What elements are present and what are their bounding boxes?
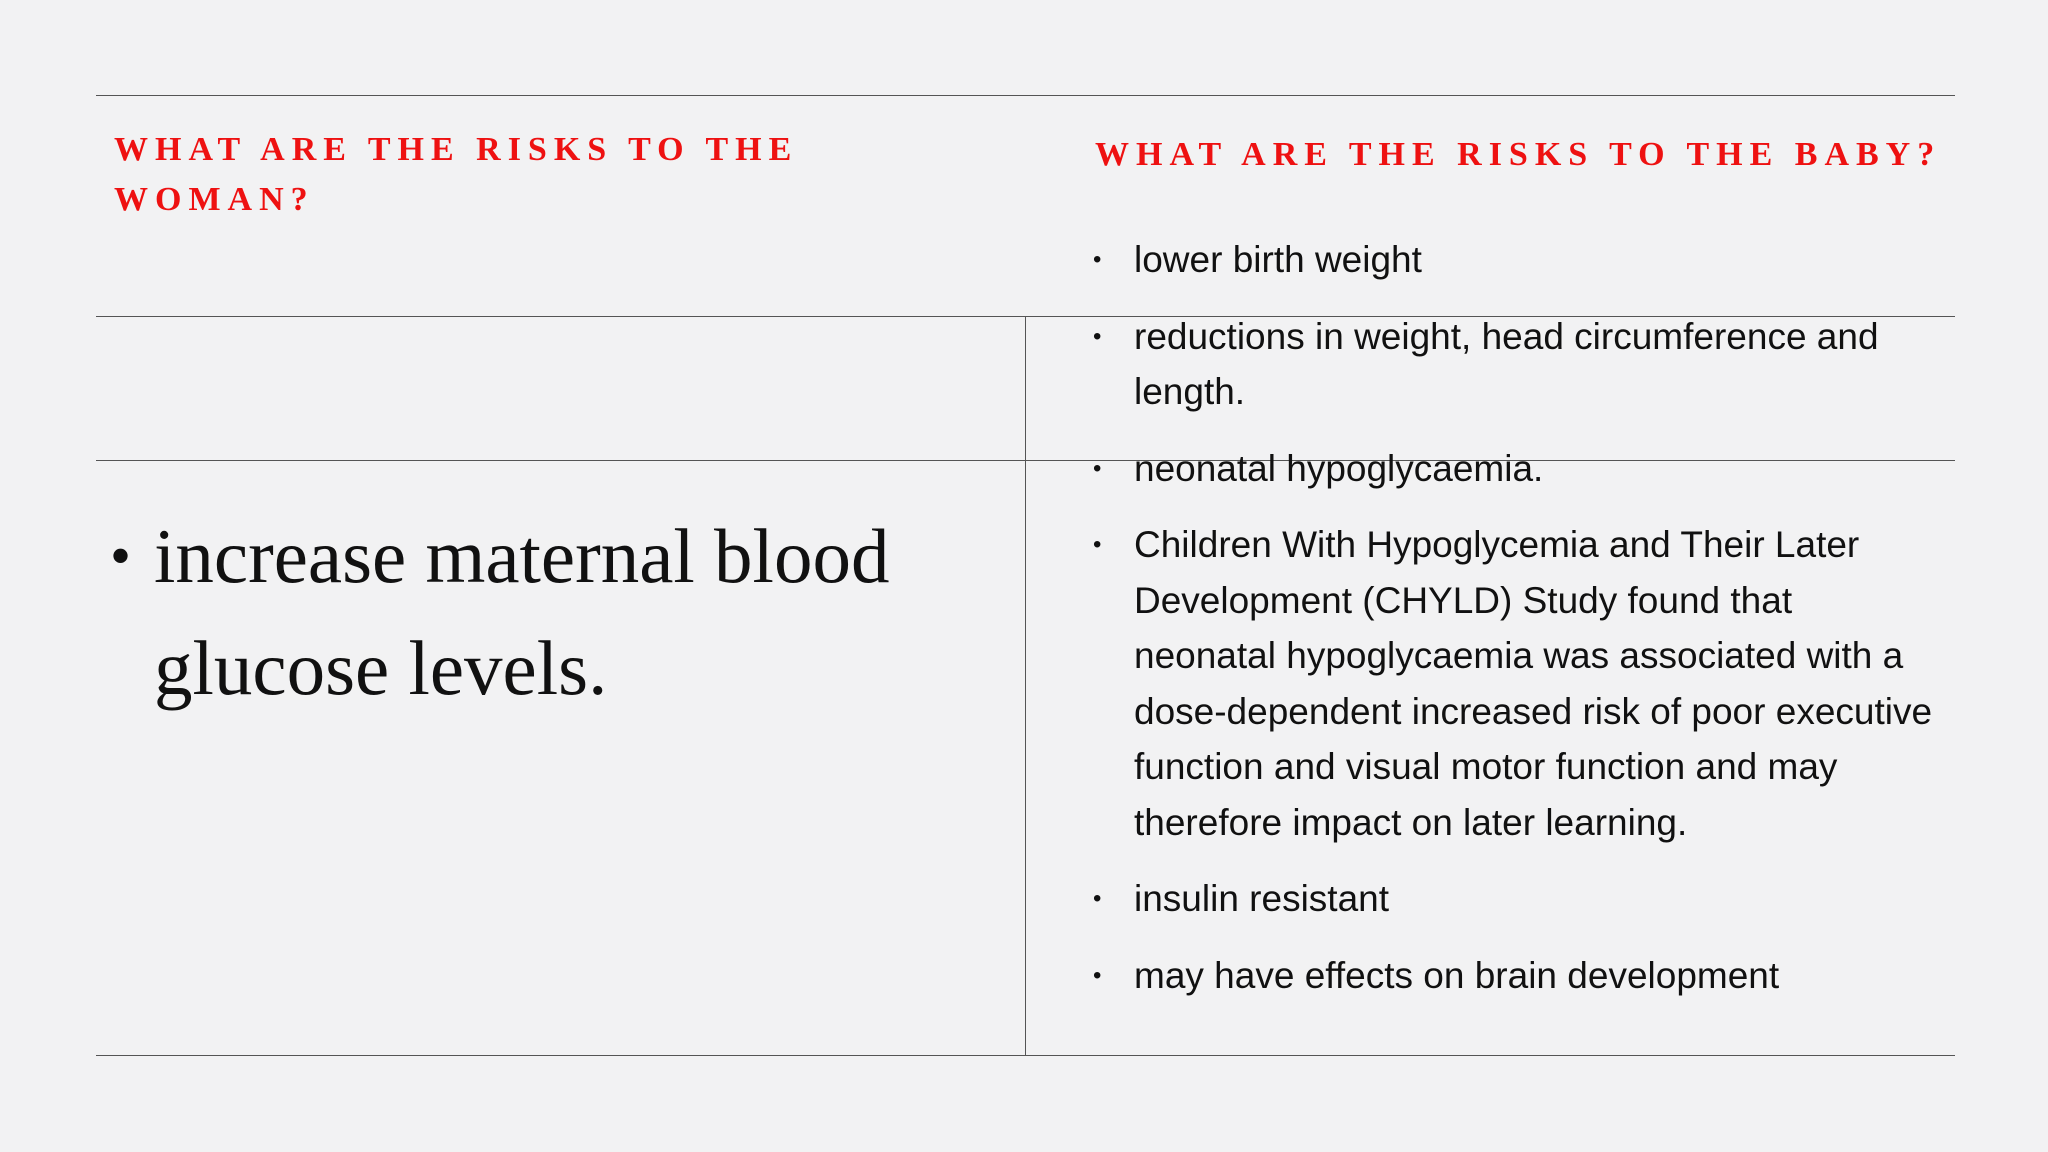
- column-divider: [1025, 316, 1026, 1056]
- bullet-icon: •: [1093, 961, 1102, 989]
- bullet-icon: •: [1093, 246, 1102, 273]
- list-item: • Children With Hypoglycemia and Their Later Development (CHYLD) Study found that neonatal hypoglycaemia was associated with a dose-dependent increased risk of poor executive function and visual motor function and may therefore impact on later learning.: [1090, 517, 1940, 850]
- list-item: • increase maternal blood glucose levels.: [110, 500, 1010, 724]
- bullet-icon: •: [1093, 531, 1102, 558]
- woman-risks-heading: WHAT ARE THE RISKS TO THE WOMAN?: [114, 131, 799, 218]
- list-item: • reductions in weight, head circumference and length.: [1090, 309, 1940, 420]
- baby-risks-heading: WHAT ARE THE RISKS TO THE BABY?: [1095, 136, 1942, 173]
- bullet-icon: •: [110, 523, 132, 589]
- list-item: • neonatal hypoglycaemia.: [1090, 441, 1940, 497]
- list-item: • may have effects on brain development: [1090, 948, 1940, 1004]
- list-item: • lower birth weight: [1090, 232, 1940, 288]
- bullet-icon: •: [1093, 454, 1102, 482]
- list-item: • insulin resistant: [1090, 871, 1940, 927]
- bullet-icon: •: [1093, 885, 1102, 912]
- woman-risks-list: [110, 500, 1010, 724]
- top-rule: [96, 95, 1955, 96]
- baby-risks-list: [1090, 232, 1940, 1024]
- bullet-icon: •: [1093, 322, 1102, 350]
